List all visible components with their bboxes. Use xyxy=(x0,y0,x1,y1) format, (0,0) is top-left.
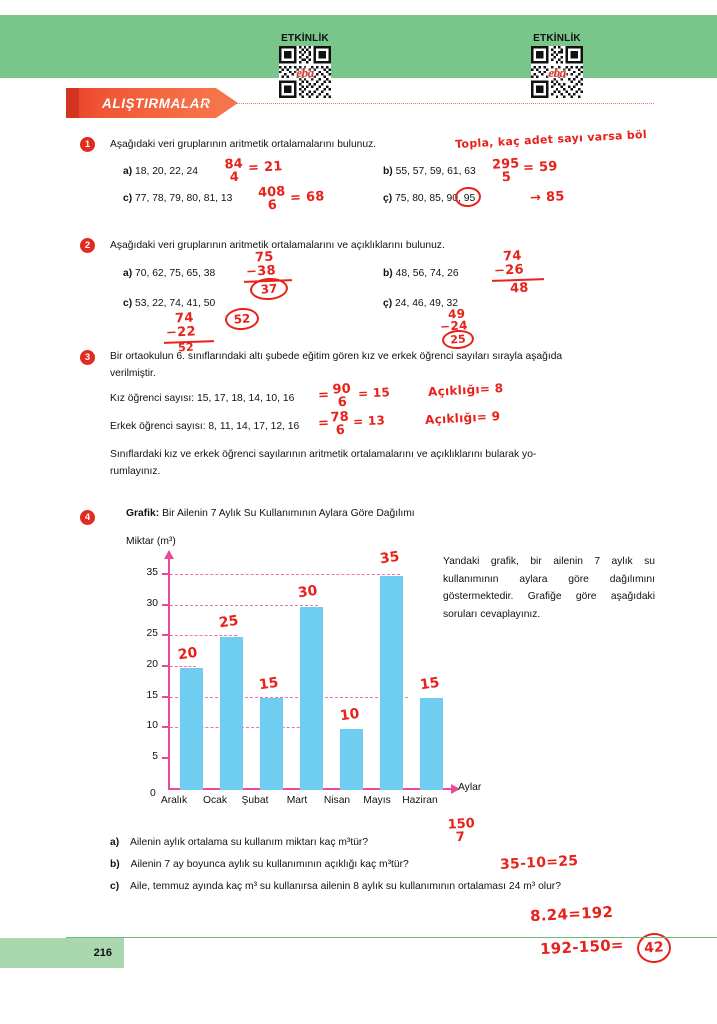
chart-bar-subat xyxy=(260,698,283,790)
fraction-numerator: 408 xyxy=(257,184,286,201)
annotation-bar-label-subat: 15 xyxy=(257,674,280,694)
ribbon-cap xyxy=(66,88,79,118)
question-label-b: b) xyxy=(110,859,120,870)
top-green-band xyxy=(0,15,717,78)
chart-xlabel-mayis: Mayıs xyxy=(363,795,391,806)
exercise-number-3: 3 xyxy=(80,350,95,365)
item-label-a: a) xyxy=(123,166,133,177)
exercise-4-question-c xyxy=(110,878,700,895)
annotation-ex3-boys-result: = 13 xyxy=(352,413,386,429)
qr-code-icon[interactable] xyxy=(279,46,331,98)
exercise-2-item-c xyxy=(123,295,215,312)
annotation-ex2-d-result: 25 xyxy=(441,329,474,350)
annotation-ex1-c-fraction xyxy=(257,185,286,212)
item-value-b: 48, 56, 74, 26 xyxy=(395,268,459,279)
exercise-number-2: 2 xyxy=(80,238,95,253)
annotation-ex2-c-result: 52 xyxy=(224,307,259,331)
item-label-b: b) xyxy=(383,166,393,177)
chart-xlabel-aralik: Aralık xyxy=(160,795,188,806)
exercise-1-prompt: Aşağıdaki veri gruplarının aritmetik ortalamalarını bulunuz. xyxy=(110,139,377,150)
annotation-ex1-a-result: = 21 xyxy=(247,159,284,176)
annotation-ex2-c-minuend: 74 xyxy=(174,310,195,327)
chart-bar-mayis xyxy=(380,576,403,790)
fraction-numerator: 90 xyxy=(332,381,352,398)
exercise-4-question-b xyxy=(110,856,550,873)
question-text-a: Ailenin aylık ortalama su kullanım miktarı kaç m³tür? xyxy=(130,837,369,848)
etkinlik-qr-block-1[interactable] xyxy=(260,33,350,98)
item-label-d: ç) xyxy=(383,193,393,204)
exercise-2-prompt: Aşağıdaki veri gruplarının aritmetik ortalamalarını ve açıklıklarını bulunuz. xyxy=(110,240,445,251)
water-usage-bar-chart xyxy=(126,536,482,807)
chart-title-text: Bir Ailenin 7 Aylık Su Kullanımının Aylara Göre Dağılımı xyxy=(162,508,415,519)
exercise-3-prompt-line2: verilmiştir. xyxy=(110,368,156,379)
item-value-c: 53, 22, 74, 41, 50 xyxy=(135,298,216,309)
annotation-ex3-boys-equals: = xyxy=(317,415,330,432)
fraction-denominator: 7 xyxy=(455,829,466,846)
chart-bar-haziran xyxy=(420,698,443,790)
exercise-3-prompt-line1: Bir ortaokulun 6. sınıflarındaki altı şubede eğitim gören kız ve erkek öğrenci sayıları sırayla aşağıda xyxy=(110,351,563,362)
chart-ytick-mark-20 xyxy=(162,665,170,667)
question-text-c: Aile, temmuz ayında kaç m³ su kullanırsa ailenin 8 aylık su kullanımının ortalaması 24 m³ olur? xyxy=(130,881,561,892)
exercise-1-item-c xyxy=(123,190,232,207)
chart-xlabel-nisan: Nisan xyxy=(323,795,351,806)
annotation-ex3-girls-equals: = xyxy=(317,387,330,404)
chart-ytick-mark-5 xyxy=(162,757,170,759)
exercise-number-1: 1 xyxy=(80,137,95,152)
chart-ytick-30: 30 xyxy=(146,598,158,609)
item-value-d: 24, 46, 49, 32 xyxy=(395,298,459,309)
item-value-a: 70, 62, 75, 65, 38 xyxy=(135,268,216,279)
fraction-denominator: 6 xyxy=(335,422,346,439)
page-number: 216 xyxy=(93,947,112,959)
annotation-bar-label-aralik: 20 xyxy=(176,644,199,664)
fraction-denominator: 5 xyxy=(501,169,512,186)
eba-logo: eba xyxy=(548,65,566,81)
chart-xlabel-ocak: Ocak xyxy=(202,795,228,806)
question-label-a: a) xyxy=(110,837,120,848)
annotation-ex4-b: 35-10=25 xyxy=(499,852,579,874)
annotation-ex2-b-minuend: 74 xyxy=(502,248,523,265)
etkinlik-label: ETKİNLİK xyxy=(281,33,329,44)
chart-ytick-mark-35 xyxy=(162,573,170,575)
chart-ytick-20: 20 xyxy=(146,659,158,670)
item-value-a: 18, 20, 22, 24 xyxy=(135,166,199,177)
qr-code-icon[interactable] xyxy=(531,46,583,98)
chart-origin-label: 0 xyxy=(150,788,156,799)
exercise-1-item-b xyxy=(383,163,476,180)
chart-ytick-25: 25 xyxy=(146,628,158,639)
exercise-3-closing-line2: rumlayınız. xyxy=(110,466,161,477)
annotation-ex2-b-result: 48 xyxy=(509,280,530,297)
fraction-numerator: 84 xyxy=(224,156,244,173)
chart-bar-aralik xyxy=(180,668,203,790)
fraction-numerator: 295 xyxy=(491,156,520,173)
footer-divider xyxy=(66,937,717,938)
exercise-3-boys-line: Erkek öğrenci sayısı: 8, 11, 14, 17, 12, 16 xyxy=(110,421,300,432)
annotation-ex4-c-line2: 192-150= xyxy=(539,935,625,959)
fraction-numerator: 78 xyxy=(330,409,350,426)
exercise-1-item-a xyxy=(123,163,198,180)
chart-title xyxy=(126,508,415,519)
etkinlik-label: ETKİNLİK xyxy=(533,33,581,44)
chart-ytick-mark-30 xyxy=(162,604,170,606)
annotation-ex2-a-subtrahend: −38 xyxy=(245,263,277,280)
annotation-bar-label-mart: 30 xyxy=(296,582,319,602)
annotation-ex3-girls-result: = 15 xyxy=(357,385,391,401)
annotation-bar-label-nisan: 10 xyxy=(338,705,361,725)
annotation-ex3-boys-range: Açıklığı= 9 xyxy=(424,409,501,427)
item-label-a: a) xyxy=(123,268,133,279)
fraction-denominator: 6 xyxy=(267,197,278,214)
eba-logo: eba xyxy=(296,65,314,81)
annotation-ex1-b-fraction xyxy=(491,157,520,184)
chart-xlabel-mart: Mart xyxy=(286,795,308,806)
annotation-bar-label-ocak: 25 xyxy=(217,612,240,632)
item-label-c: c) xyxy=(123,193,133,204)
annotation-ex1-c-result: = 68 xyxy=(289,189,326,206)
chart-x-axis-title: Aylar xyxy=(458,782,482,793)
annotation-ex1-rule: Topla, kaç adet sayı varsa böl xyxy=(454,127,648,152)
ribbon-label: ALIŞTIRMALAR xyxy=(102,95,211,111)
item-label-c: c) xyxy=(123,298,133,309)
exercise-2-item-a xyxy=(123,265,215,282)
exercise-3-girls-line: Kız öğrenci sayısı: 15, 17, 18, 14, 10, 16 xyxy=(110,393,295,404)
annotation-ex2-b-subtrahend: −26 xyxy=(493,262,525,279)
fraction-denominator: 4 xyxy=(229,169,240,186)
chart-bar-mart xyxy=(300,607,323,790)
annotation-ex2-d-minuend: 49 xyxy=(447,306,466,322)
annotation-bar-label-haziran: 15 xyxy=(418,674,441,694)
annotation-ex4-a-fraction xyxy=(447,816,476,846)
chart-xlabel-subat: Şubat xyxy=(241,795,269,806)
exercise-2-item-b xyxy=(383,265,459,282)
exercise-4-side-text: Yandaki grafik, bir ailenin 7 aylık su kullanımının aylara göre dağılımını göstermektedir. Grafiğe göre aşağıdaki soruları cevaplayınız. xyxy=(443,556,655,620)
annotation-ex4-c-answer: 42 xyxy=(636,932,672,964)
question-label-c: c) xyxy=(110,881,120,892)
annotation-ex1-d-arrow: → 85 xyxy=(529,189,566,206)
exercise-number-4: 4 xyxy=(80,510,95,525)
fraction-numerator: 150 xyxy=(447,816,476,833)
chart-bar-nisan xyxy=(340,729,363,790)
annotation-ex3-boys-fraction xyxy=(329,410,350,437)
item-value-d: 75, 80, 85, 90, 95 xyxy=(395,193,476,204)
annotation-ex4-c-line1: 8.24=192 xyxy=(529,902,614,926)
item-value-c: 77, 78, 79, 80, 81, 13 xyxy=(135,193,233,204)
question-text-b: Ailenin 7 ay boyunca aylık su kullanımının açıklığı kaç m³tür? xyxy=(130,859,409,870)
chart-bar-ocak xyxy=(220,637,243,790)
item-label-d: ç) xyxy=(383,298,393,309)
chart-ytick-35: 35 xyxy=(146,567,158,578)
chart-title-prefix: Grafik: xyxy=(126,508,160,519)
item-label-b: b) xyxy=(383,268,393,279)
etkinlik-qr-block-2[interactable] xyxy=(512,33,602,98)
chart-ytick-5: 5 xyxy=(152,751,158,762)
chart-ytick-15: 15 xyxy=(146,690,158,701)
annotation-ex1-d-circle xyxy=(454,186,481,208)
annotation-ex3-girls-fraction xyxy=(330,382,353,409)
chart-ytick-mark-10 xyxy=(162,726,170,728)
ribbon-dotted-rule xyxy=(176,103,654,105)
annotation-ex2-c-underline-value: 52 xyxy=(177,340,195,355)
annotation-ex2-a-result: 37 xyxy=(249,277,288,302)
chart-ytick-10: 10 xyxy=(146,720,158,731)
annotation-bar-label-mayis: 35 xyxy=(378,548,401,568)
chart-ytick-mark-15 xyxy=(162,696,170,698)
annotation-ex3-girls-range: Açıklığı= 8 xyxy=(427,381,504,399)
chart-xlabel-haziran: Haziran xyxy=(402,795,438,806)
annotation-ex1-b-result: = 59 xyxy=(522,159,559,176)
annotation-ex2-d-subtrahend: −24 xyxy=(439,318,469,334)
chart-ytick-mark-25 xyxy=(162,634,170,636)
item-value-b: 55, 57, 59, 61, 63 xyxy=(395,166,476,177)
chart-y-axis-title: Miktar (m³) xyxy=(126,536,176,547)
annotation-ex2-a-minuend: 75 xyxy=(254,249,275,266)
exercise-3-closing-line1: Sınıflardaki kız ve erkek öğrenci sayılarının aritmetik ortalamalarını ve açıklıklarını bularak yo- xyxy=(110,449,537,460)
fraction-denominator: 6 xyxy=(337,394,348,411)
annotation-ex1-a-fraction xyxy=(221,157,246,184)
annotation-ex2-c-subtrahend: −22 xyxy=(165,324,197,341)
